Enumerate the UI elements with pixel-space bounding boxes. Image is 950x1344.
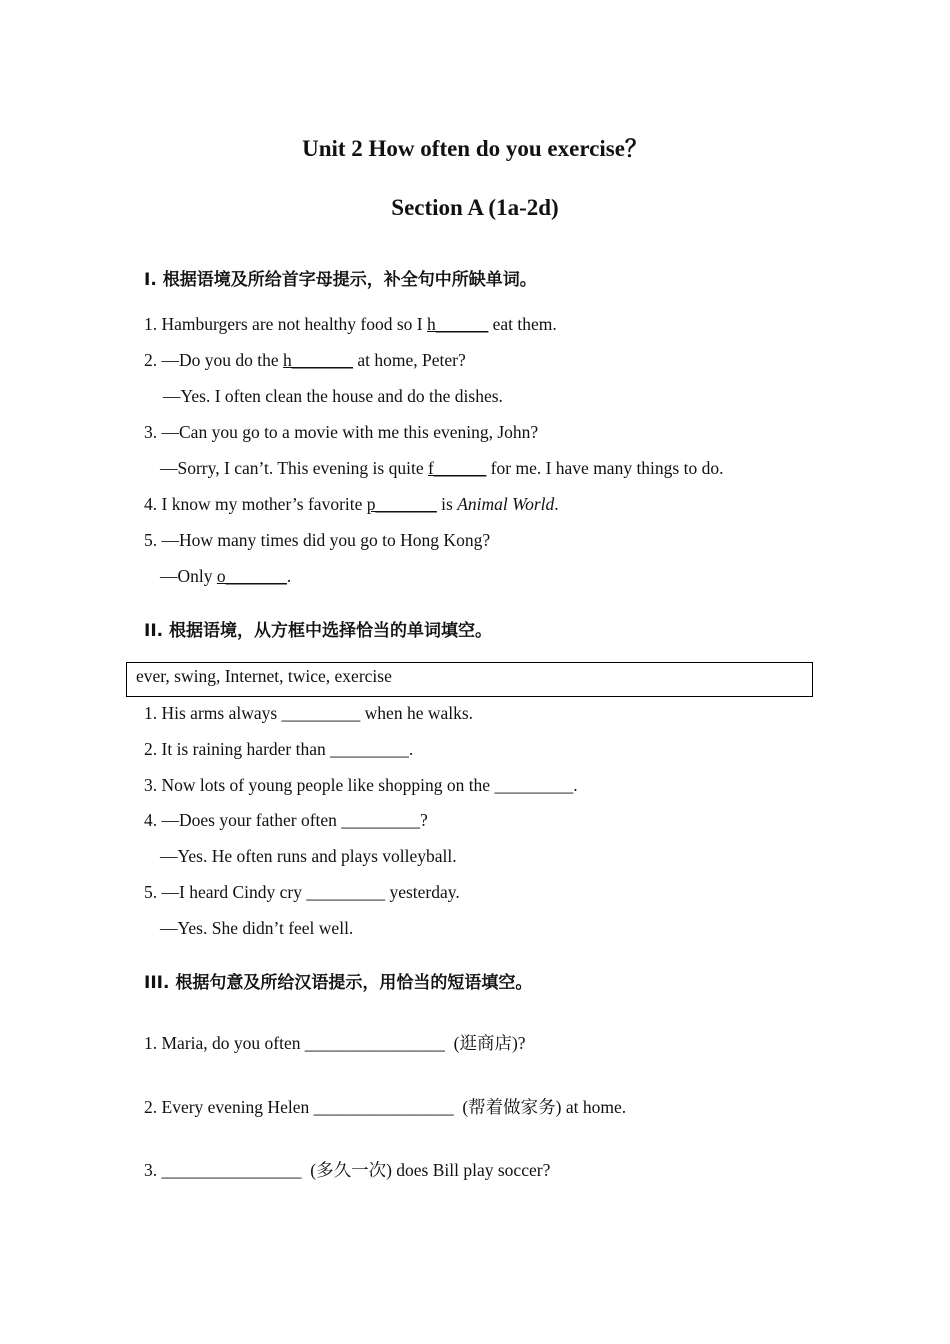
question-line: 4. I know my mother’s favorite p_______ is Animal World. xyxy=(144,494,559,514)
question-line: 1. Maria, do you often ________________ (逛商店)? xyxy=(144,1033,526,1053)
section-1-heading: I. 根据语境及所给首字母提示，补全句中所缺单词。 xyxy=(144,270,537,290)
question-line: 2. It is raining harder than _________. xyxy=(144,739,414,759)
question-line: 4. —Does your father often _________? xyxy=(144,810,428,830)
word-box: ever, swing, Internet, twice, exercise xyxy=(126,662,813,697)
question-line: 1. His arms always _________ when he walks. xyxy=(144,703,474,723)
answer-line: —Yes. I often clean the house and do the dishes. xyxy=(163,386,503,406)
page-subtitle: Section A (1a-2d) xyxy=(391,195,559,220)
question-line: 1. Hamburgers are not healthy food so I h______ eat them. xyxy=(144,314,557,334)
answer-line: —Sorry, I can’t. This evening is quite f______ for me. I have many things to do. xyxy=(160,458,724,478)
answer-line: —Yes. She didn’t feel well. xyxy=(160,918,354,938)
question-line: 5. —I heard Cindy cry _________ yesterday. xyxy=(144,882,460,902)
answer-line: —Yes. He often runs and plays volleyball. xyxy=(160,846,457,866)
question-line: 3. ________________ (多久一次) does Bill play soccer? xyxy=(144,1160,551,1180)
page-title: Unit 2 How often do you exercise？ xyxy=(302,136,648,161)
answer-line: —Only o_______. xyxy=(160,566,292,586)
question-line: 2. Every evening Helen ________________ (帮着做家务) at home. xyxy=(144,1097,627,1117)
section-2-heading: II. 根据语境，从方框中选择恰当的单词填空。 xyxy=(144,621,493,641)
question-line: 2. —Do you do the h_______ at home, Peter? xyxy=(144,350,466,370)
question-line: 3. —Can you go to a movie with me this evening, John? xyxy=(144,422,539,442)
question-line: 3. Now lots of young people like shopping on the _________. xyxy=(144,775,578,795)
question-line: 5. —How many times did you go to Hong Kong? xyxy=(144,530,491,550)
section-3-heading: III. 根据句意及所给汉语提示，用恰当的短语填空。 xyxy=(144,973,533,993)
